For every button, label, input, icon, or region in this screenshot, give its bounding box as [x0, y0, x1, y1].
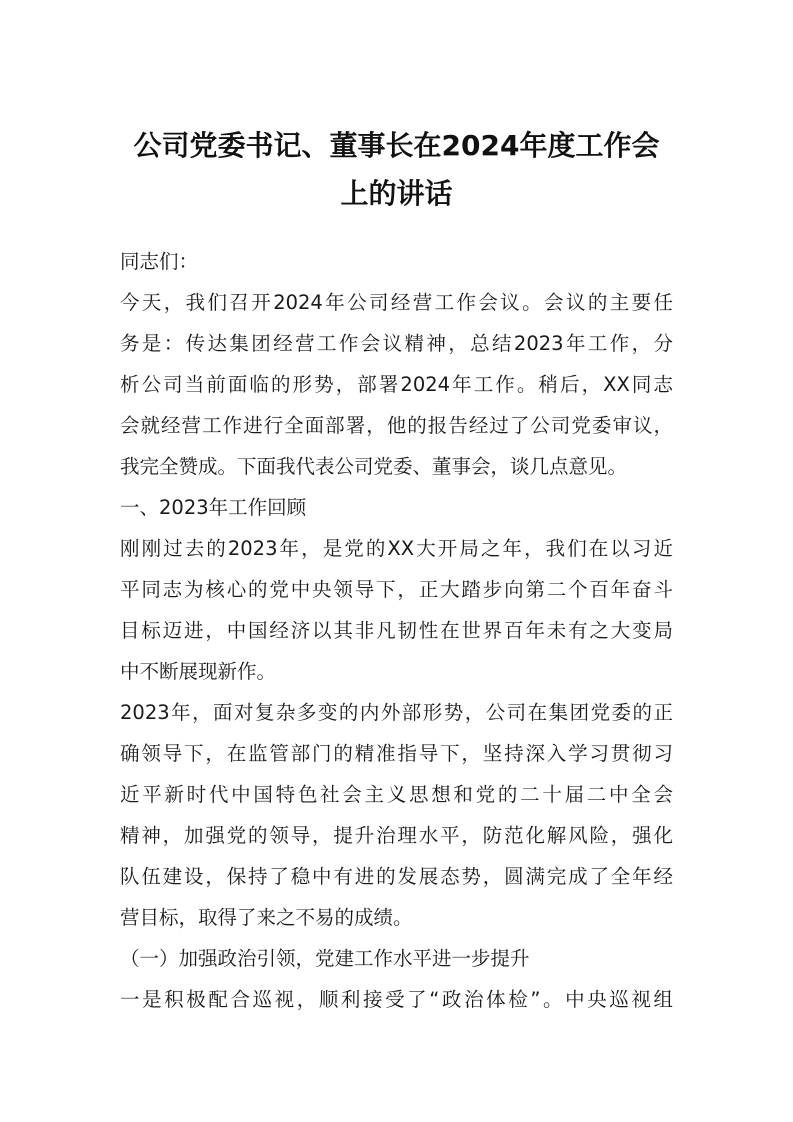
paragraph-line: 平同志为核心的党中央领导下，正大踏步向第二个百年奋斗	[120, 578, 673, 601]
paragraph-line: 确领导下，在监管部门的精准指导下，坚持深入学习贯彻习	[120, 742, 673, 765]
paragraph-line: 一是积极配合巡视，顺利接受了“政治体检”。中央巡视组	[120, 988, 673, 1011]
paragraph-line: 会就经营工作进行全面部署，他的报告经过了公司党委审议，	[120, 414, 673, 437]
paragraph-line: 目标迈进，中国经济以其非凡韧性在世界百年未有之大变局	[120, 619, 673, 642]
section-heading: 一、2023年工作回顾	[120, 496, 307, 519]
paragraph-line: 2023年，面对复杂多变的内外部形势，公司在集团党委的正	[120, 701, 673, 724]
paragraph-line: 精神，加强党的领导，提升治理水平，防范化解风险，强化	[120, 824, 673, 847]
subsection-heading: （一）加强政治引领，党建工作水平进一步提升	[120, 947, 530, 970]
paragraph-line: 今天，我们召开2024年公司经营工作会议。会议的主要任	[120, 291, 673, 314]
paragraph-line: 队伍建设，保持了稳中有进的发展态势，圆满完成了全年经	[120, 865, 673, 888]
paragraph-line: 近平新时代中国特色社会主义思想和党的二十届二中全会	[120, 783, 673, 806]
document-title-line-2: 上的讲话	[340, 177, 453, 210]
paragraph-line: 中不断展现新作。	[120, 660, 277, 683]
paragraph-line: 析公司当前面临的形势，部署2024年工作。稍后，XX同志	[120, 373, 673, 396]
salutation: 同志们：	[120, 250, 199, 273]
paragraph-line: 刚刚过去的2023年，是党的XX大开局之年，我们在以习近	[120, 537, 673, 560]
document-title-line-1: 公司党委书记、董事长在2024年度工作会	[133, 129, 660, 162]
paragraph-line: 营目标，取得了来之不易的成绩。	[120, 906, 413, 929]
paragraph-line: 务是：传达集团经营工作会议精神，总结2023年工作，分	[120, 332, 673, 355]
paragraph-line: 我完全赞成。下面我代表公司党委、董事会，谈几点意见。	[120, 455, 628, 478]
